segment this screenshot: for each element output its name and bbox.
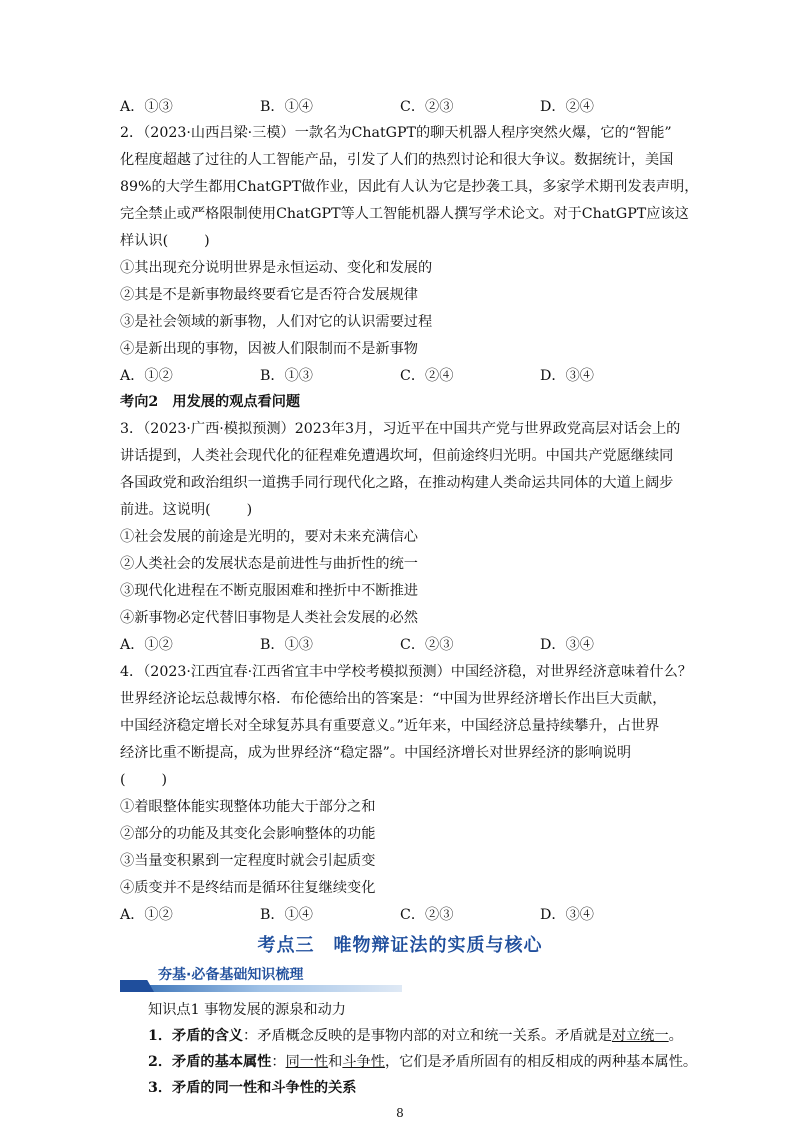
knowledge-line-3: 3．矛盾的同一性和斗争性的关系: [148, 1080, 357, 1096]
term-label: 1．矛盾的含义: [148, 1028, 243, 1044]
option-b: B．①③: [260, 637, 313, 653]
q2-statement-1: ①其出现充分说明世界是永恒运动、变化和发展的: [120, 260, 433, 276]
key-term: 斗争性: [342, 1054, 385, 1070]
option-c: C．②③: [400, 637, 454, 653]
q4-statement-3: ③当量变积累到一定程度时就会引起质变: [120, 853, 376, 869]
option-c: C．②③: [400, 907, 454, 923]
q2-stem-line: [120, 231, 210, 251]
subheading: 考向2 用发展的观点看问题: [120, 394, 301, 410]
q3-statement-2: ②人类社会的发展状态是前进性与曲折性的统一: [120, 556, 418, 572]
stem-text: (: [120, 772, 126, 788]
q2-stem-line: 完全禁止或严格限制使用ChatGPT等人工智能机器人撰写学术论文。对于ChatGPT应该这: [120, 206, 689, 222]
term-label: 2．矛盾的基本属性: [148, 1054, 272, 1070]
q2-statement-3: ③是社会领域的新事物，人们对它的认识需要过程: [120, 314, 433, 330]
option-a: A．①②: [120, 637, 173, 653]
option-d: D．②④: [540, 99, 594, 115]
option-b: B．①④: [260, 907, 313, 923]
stem-text: ): [161, 772, 168, 788]
banner-tab-shape: [120, 980, 154, 992]
conjunction: 和: [328, 1054, 343, 1070]
q3-statement-3: ③现代化进程在不断克服困难和挫折中不断推进: [120, 583, 418, 599]
q4-stem-line: 中国经济稳定增长对全球复苏具有重要意义。”近年来，中国经济总量持续攀升，占世界: [120, 718, 660, 734]
option-a: A．①②: [120, 907, 173, 923]
banner-text: 夯基·必备基础知识梳理: [158, 967, 304, 983]
option-a: A．①②: [120, 368, 173, 384]
option-c: C．②③: [400, 99, 454, 115]
q3-statement-1: ①社会发展的前途是光明的，要对未来充满信心: [120, 529, 418, 545]
key-term: 对立统一: [611, 1028, 669, 1044]
q2-stem-line: 2．（2023·山西吕梁·三模）一款名为ChatGPT的聊天机器人程序突然火爆，它的“智能”: [120, 125, 672, 141]
q4-statement-2: ②部分的功能及其变化会影响整体的功能: [120, 826, 376, 842]
option-d: D．③④: [540, 907, 594, 923]
q4-statement-4: ④质变并不是终结而是循环往复继续变化: [120, 880, 376, 896]
section-title: 考点三 唯物辩证法的实质与核心: [257, 935, 543, 956]
q4-statement-1: ①着眼整体能实现整体功能大于部分之和: [120, 799, 376, 815]
definition-text: ，它们是矛盾所固有的相反相成的两种基本属性。: [384, 1054, 698, 1070]
stem-text: ): [246, 502, 253, 518]
q4-stem-line: 世界经济论坛总裁博尔格．布伦德给出的答案是：“中国为世界经济增长作出巨大贡献，: [120, 691, 667, 707]
page-number: 8: [396, 1106, 404, 1120]
q3-statement-4: ④新事物必定代替旧事物是人类社会发展的必然: [120, 610, 418, 626]
option-a: A．①③: [120, 99, 173, 115]
option-b: B．①④: [260, 99, 313, 115]
q4-stem-line: 4．（2023·江西宜春·江西省宜丰中学校考模拟预测）中国经济稳，对世界经济意味着什么？: [120, 664, 692, 680]
stem-text: 样认识(: [120, 233, 169, 249]
knowledge-line-2: [148, 1052, 697, 1072]
stem-text: ): [204, 233, 210, 249]
punctuation: 。: [668, 1028, 683, 1044]
definition-text: ：矛盾概念反映的是事物内部的对立和统一关系。矛盾就是: [243, 1028, 612, 1044]
option-d: D．③④: [540, 637, 594, 653]
q3-stem-line: 3．（2023·广西·模拟预测）2023年3月，习近平在中国共产党与世界政党高层对话会上的: [120, 421, 681, 437]
q4-stem-line: 经济比重不断提高，成为世界经济“稳定器”。中国经济增长对世界经济的影响说明: [120, 745, 632, 761]
q2-statement-2: ②其是不是新事物最终要看它是否符合发展规律: [120, 287, 418, 303]
q3-stem-line: [120, 500, 252, 520]
q4-stem-line: [120, 770, 167, 790]
key-term: 同一性: [285, 1054, 329, 1070]
punctuation: ：: [271, 1054, 286, 1070]
knowledge-line-1: [148, 1026, 683, 1046]
q2-stem-line: 化程度超越了过往的人工智能产品，引发了人们的热烈讨论和很大争议。数据统计，美国: [120, 152, 674, 168]
banner-bar: [120, 985, 402, 992]
option-d: D．③④: [540, 368, 594, 384]
option-b: B．①③: [260, 368, 313, 384]
q3-stem-line: 讲话提到，人类社会现代化的征程难免遭遇坎坷，但前途终归光明。中国共产党愿继续同: [120, 448, 674, 464]
q3-stem-line: 各国政党和政治组织一道携手同行现代化之路，在推动构建人类命运共同体的大道上阔步: [120, 475, 674, 491]
section-banner: [120, 966, 402, 992]
knowledge-point-title: 知识点1 事物发展的源泉和动力: [148, 1002, 346, 1018]
q2-stem-line: 89%的大学生都用ChatGPT做作业，因此有人认为它是抄袭工具，多家学术期刊发表声明，: [120, 179, 699, 195]
stem-text: 前进。这说明(: [120, 502, 211, 518]
q2-statement-4: ④是新出现的事物，因被人们限制而不是新事物: [120, 341, 418, 357]
option-c: C．②④: [400, 368, 454, 384]
